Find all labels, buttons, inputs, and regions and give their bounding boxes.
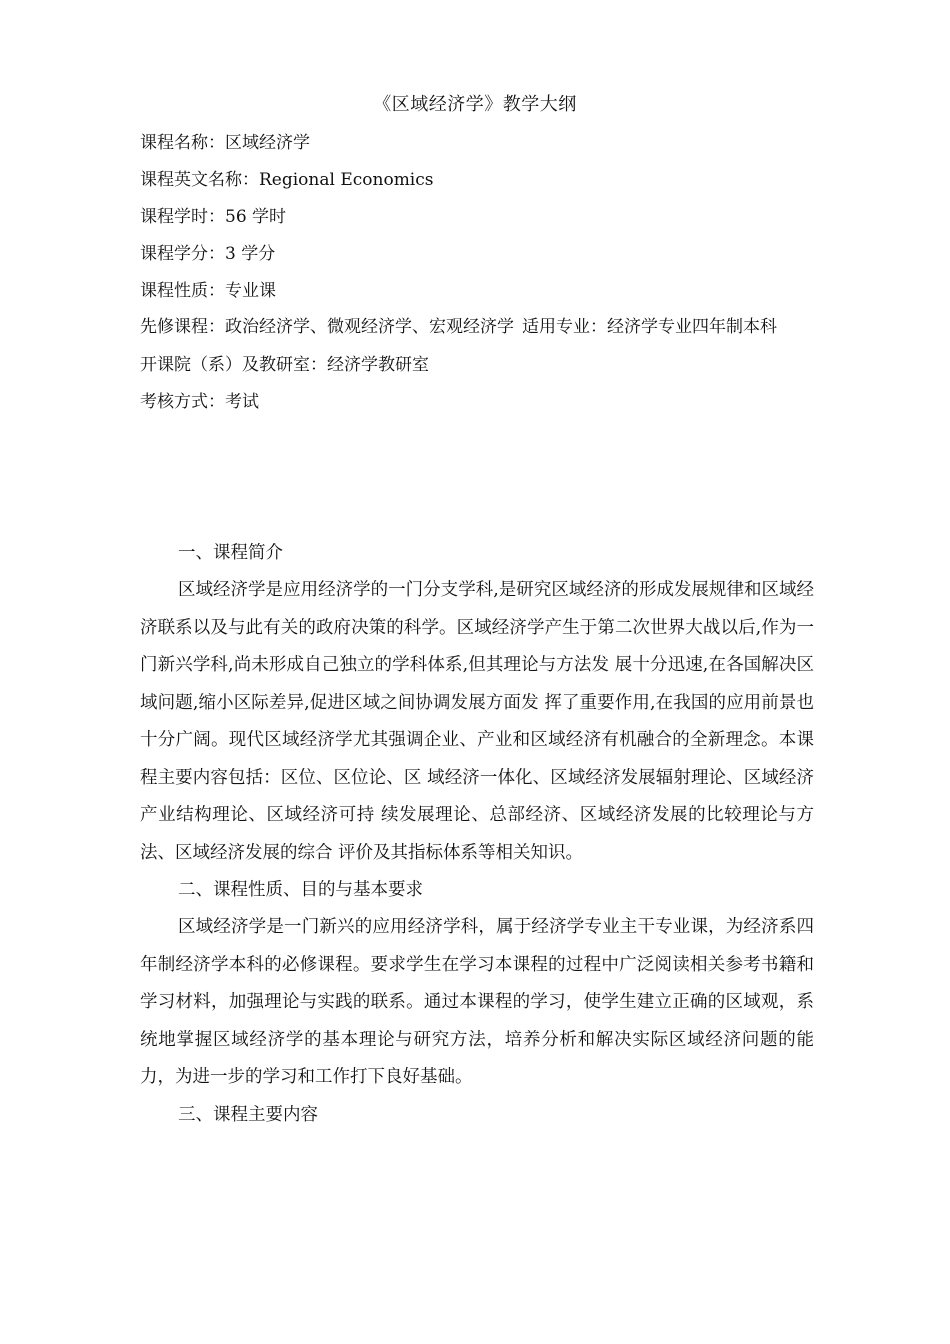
course-hours: 课程学时：56 学时 [140, 207, 287, 227]
section-heading-nature: 二、课程性质、目的与基本要求 [178, 880, 423, 900]
course-nature: 课程性质：专业课 [140, 281, 276, 301]
assessment-method: 考核方式：考试 [140, 392, 259, 412]
course-name-en: 课程英文名称：Regional Economics [140, 170, 434, 190]
course-name: 课程名称：区域经济学 [140, 133, 310, 153]
section-paragraph-intro: 区域经济学是应用经济学的一门分支学科,是研究区域经济的形成发展规律和区域经济联系以及与此有关的政府决策的科学。区域经济学产生于第二次世界大战以后,作为一门新兴学科,尚未形成自己独立的学科体系,但其理论与方法发 展十分迅速,在各国解决区域问题,缩小区际差异,促进区域之间协调发展方面发 挥了重要作用,在我国的应用前景也十分广阔。现代区域经济学尤其强调企业、产业和区域经济有机融合的全新理念。本课程主要内容包括：区位、区位论、区 域经济一体化、区域经济发展辐射理论、区域经济产业结构理论、区域经济可持 续发展理论、总部经济、区域经济发展的比较理论与方法、区域经济发展的综合 评价及其指标体系等相关知识。 [140, 580, 814, 863]
document-body [140, 535, 814, 1134]
section-heading-intro: 一、课程简介 [178, 543, 283, 563]
applicable-major: 适用专业：经济学专业四年制本科 [522, 317, 777, 337]
prerequisites: 先修课程：政治经济学、微观经济学、宏观经济学 [140, 317, 514, 337]
section-heading-content: 三、课程主要内容 [178, 1104, 318, 1125]
prerequisites-line [140, 310, 812, 345]
document-title: 《区域经济学》教学大纲 [373, 94, 577, 115]
department: 开课院（系）及教研室：经济学教研室 [140, 355, 429, 375]
course-info [140, 125, 812, 421]
course-credits: 课程学分：3 学分 [140, 244, 276, 264]
section-paragraph-nature: 区域经济学是一门新兴的应用经济学科，属于经济学专业主干专业课，为经济系四年制经济学本科的必修课程。要求学生在学习本课程的过程中广泛阅读相关参考书籍和学习材料，加强理论与实践的联系。通过本课程的学习，使学生建立正确的区域观，系统地掌握区域经济学的基本理论与研究方法，培养分析和解决实际区域经济问题的能力，为进一步的学习和工作打下良好基础。 [140, 917, 814, 1087]
